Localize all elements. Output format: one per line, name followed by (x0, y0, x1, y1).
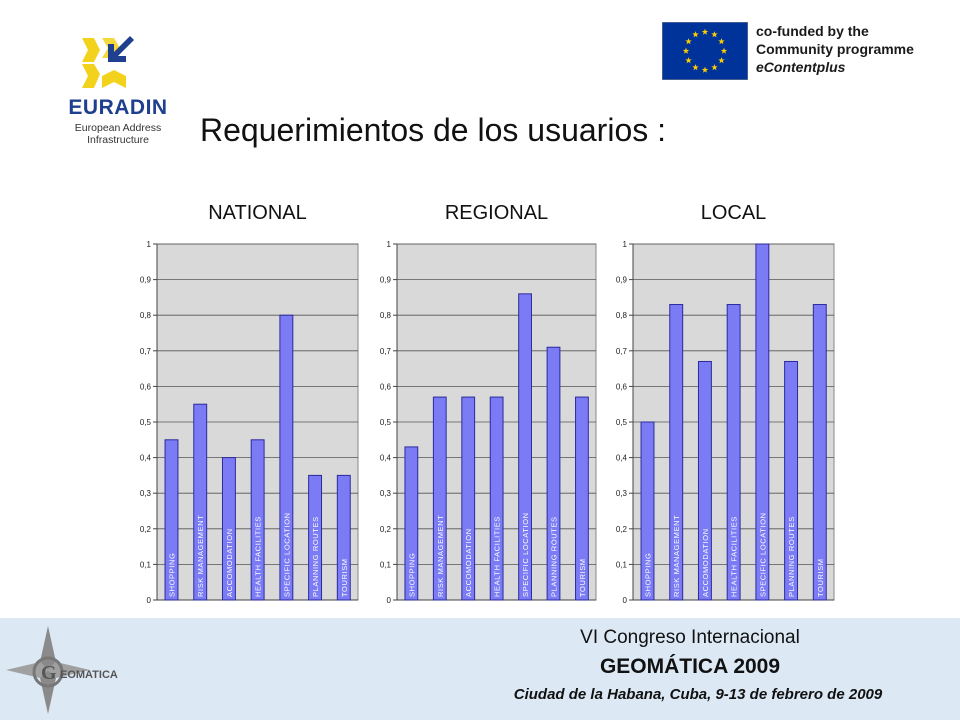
euradin-subtitle-line1: European Address (74, 122, 162, 134)
bar (813, 305, 826, 600)
euradin-subtitle-line2: Infrastructure (87, 134, 149, 146)
y-tick-label: 0,7 (615, 346, 627, 356)
footer-location-date: Ciudad de la Habana, Cuba, 9-13 de febrero de 2009 (513, 686, 883, 703)
y-tick-label: 0 (622, 596, 627, 605)
bar-category-label: PLANNING ROUTES (549, 516, 559, 597)
y-tick-label: 0,2 (139, 524, 151, 534)
y-tick-label: 0,7 (379, 346, 391, 356)
bar-category-label: ACCOMODATION (700, 528, 710, 597)
y-tick-label: 0,2 (615, 524, 627, 534)
y-tick-label: 0,8 (615, 311, 627, 321)
y-tick-label: 0,4 (139, 453, 151, 463)
bar-category-label: TOURISM (815, 558, 825, 597)
y-tick-label: 0,3 (379, 489, 391, 499)
y-tick-label: 0,8 (139, 311, 151, 321)
bar-category-label: HEALTH FACILITIES (253, 516, 263, 597)
bar-category-label: HEALTH FACILITIES (729, 516, 739, 597)
y-tick-label: 1 (146, 240, 151, 249)
y-tick-label: 0,9 (379, 275, 391, 285)
geomatica-logo-text: EOMATICA (60, 669, 118, 681)
bar-category-label: SHOPPING (167, 552, 177, 597)
bar-category-label: RISK MANAGEMENT (672, 514, 682, 597)
y-tick-label: 0,1 (139, 560, 151, 570)
bar-category-label: RISK MANAGEMENT (196, 514, 206, 597)
bar-category-label: ACCOMODATION (464, 528, 474, 597)
y-tick-label: 0,1 (379, 560, 391, 570)
bar-category-label: SPECIFIC LOCATION (758, 512, 768, 597)
geomatica-compass-logo-icon (4, 622, 134, 718)
bar-category-label: PLANNING ROUTES (311, 516, 321, 597)
eu-line2: Community programme (756, 41, 914, 57)
y-tick-label: 0,5 (139, 418, 151, 427)
eu-line3-prefix: eContent (756, 59, 817, 75)
y-tick-label: 0,4 (615, 453, 627, 463)
y-tick-label: 0,4 (379, 453, 391, 463)
bar-category-label: SHOPPING (643, 552, 653, 597)
y-tick-label: 1 (386, 240, 391, 249)
footer-congress-line: VI Congreso Internacional (580, 627, 800, 648)
y-tick-label: 0 (386, 596, 391, 605)
bar-category-label: PLANNING ROUTES (787, 516, 797, 597)
y-tick-label: 0 (146, 596, 151, 605)
y-tick-label: 0,3 (615, 489, 627, 499)
bar-category-label: TOURISM (339, 558, 349, 597)
y-tick-label: 0,6 (139, 382, 151, 392)
bar-category-label: SPECIFIC LOCATION (282, 512, 292, 597)
y-tick-label: 0,6 (379, 382, 391, 392)
y-tick-label: 0,3 (139, 489, 151, 499)
y-tick-label: 0,9 (139, 275, 151, 285)
bar-category-label: SPECIFIC LOCATION (521, 512, 531, 597)
y-tick-label: 0,1 (615, 560, 627, 570)
chart-title: REGIONAL (444, 202, 549, 224)
bar-category-label: TOURISM (577, 558, 587, 597)
slide-title: Requerimientos de los usuarios : (200, 112, 667, 148)
footer-event-name: GEOMÁTICA 2009 (599, 655, 781, 678)
bar-category-label: ACCOMODATION (224, 528, 234, 597)
chart-title: LOCAL (700, 202, 767, 224)
y-tick-label: 0,8 (379, 311, 391, 321)
bar-category-label: RISK MANAGEMENT (435, 514, 445, 597)
y-tick-label: 0,5 (615, 418, 627, 427)
y-tick-label: 1 (622, 240, 627, 249)
y-tick-label: 0,2 (379, 524, 391, 534)
y-tick-label: 0,9 (615, 275, 627, 285)
bar-category-label: HEALTH FACILITIES (492, 516, 502, 597)
bar-category-label: SHOPPING (407, 552, 417, 597)
geomatica-logo-initial: G (41, 662, 57, 684)
y-tick-label: 0,5 (379, 418, 391, 427)
footer-band (0, 618, 960, 720)
eu-line3-suffix: plus (816, 59, 846, 75)
y-tick-label: 0,6 (615, 382, 627, 392)
y-tick-label: 0,7 (139, 346, 151, 356)
eu-line1: co-funded by the (756, 23, 869, 39)
chart-title: NATIONAL (208, 202, 307, 224)
euradin-logo-name: EURADIN (68, 96, 168, 119)
